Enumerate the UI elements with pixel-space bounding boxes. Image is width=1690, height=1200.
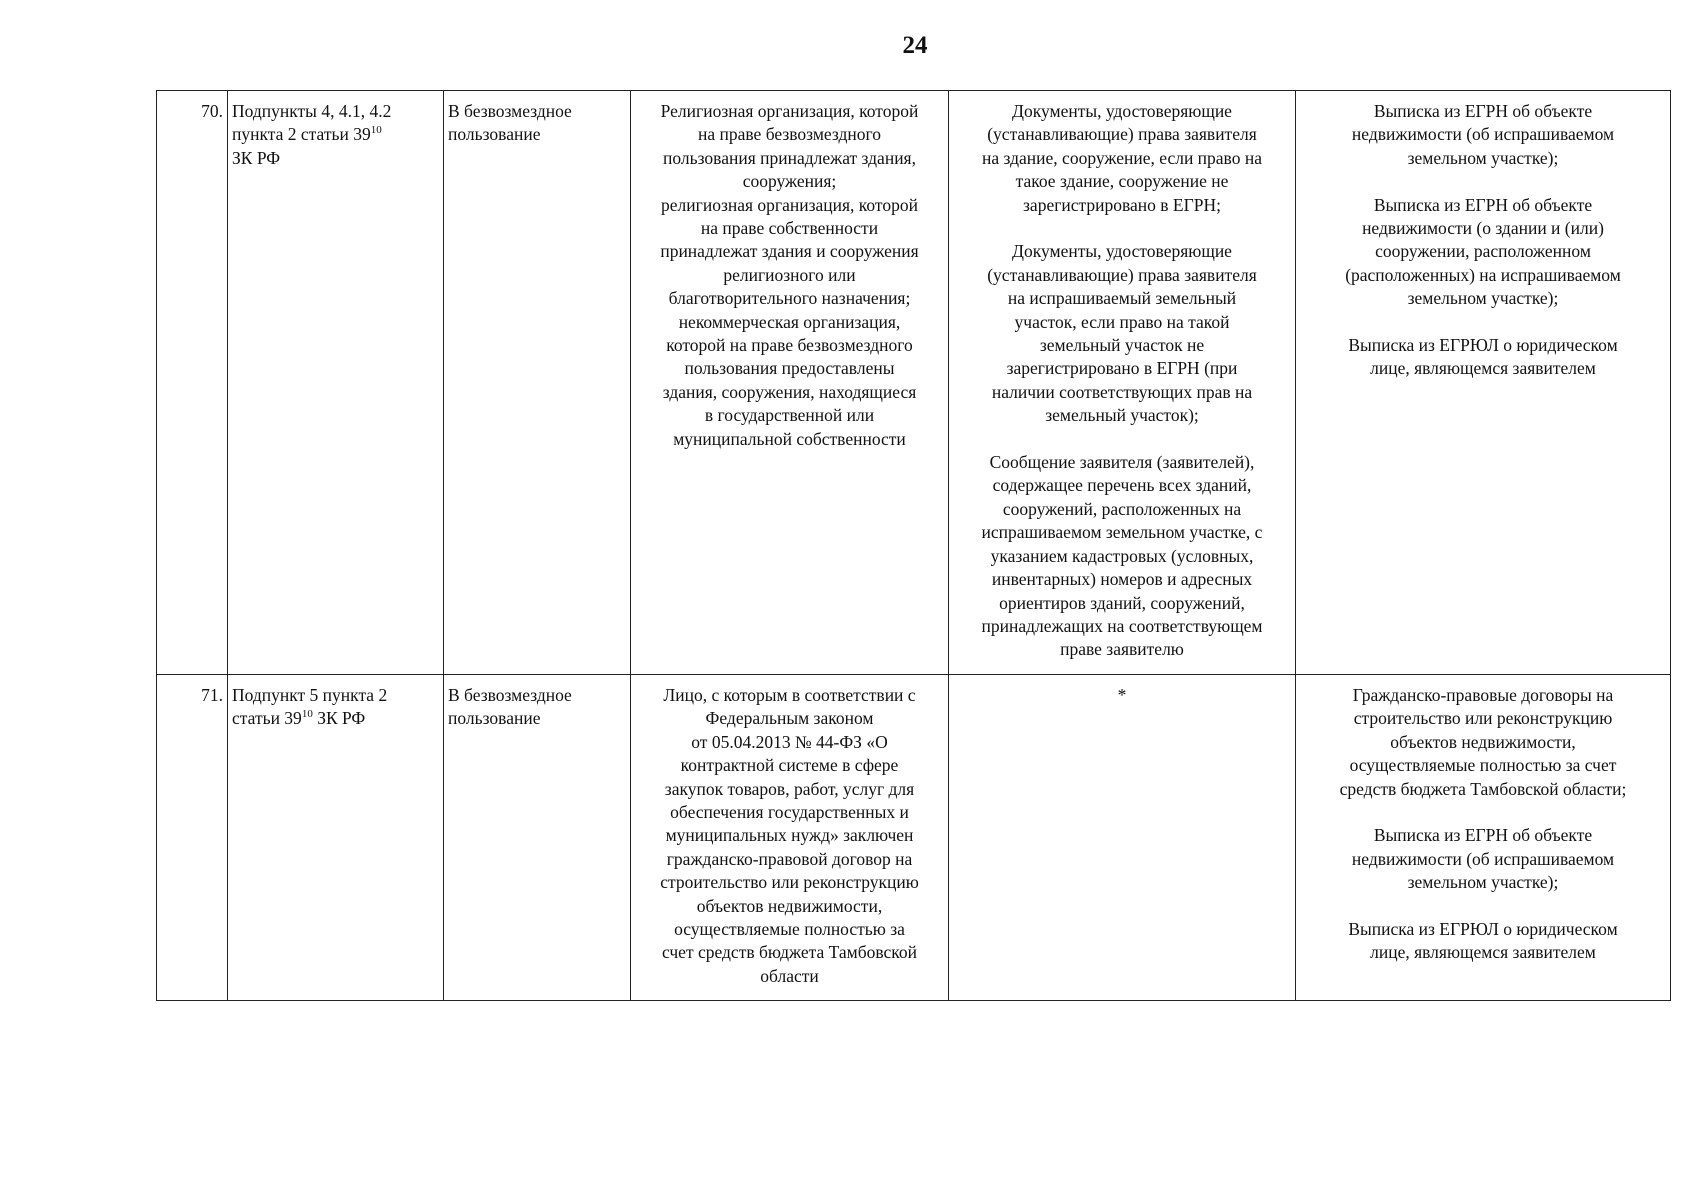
document-paragraph [1300,824,1666,894]
table-row [157,91,1671,675]
text-line: Выписка из ЕГРЮЛ о юридическом [1348,335,1618,356]
text-line: (устанавливающие) права заявителя [987,124,1257,145]
legal-basis-text: пункта 2 статьи 39 [232,124,371,145]
text-line: религиозная организация, которой [661,194,918,215]
article-superscript: 10 [301,708,313,721]
text-line: сооружений, расположенных на [1002,498,1242,519]
text-line: строительство или реконструкцию [1353,708,1613,729]
text-line: обеспечения государственных и [670,802,909,823]
document-paragraph [1300,918,1666,965]
text-line: осуществляемые полностью за счет [1349,755,1617,776]
text-line: пользования предоставлены [684,358,895,379]
legal-basis-line: Подпункты 4, 4.1, 4.2 [232,101,392,121]
text-line: Выписка из ЕГРН об объекте [1373,101,1593,121]
text-line: зарегистрировано в ЕГРН (при [1006,358,1238,379]
row-number: 71. [157,675,228,1001]
text-line: принадлежащих на соответствующем [981,615,1263,636]
legal-basis-line: Подпункт 5 пункта 2 [232,685,388,705]
article-superscript: 10 [370,124,382,137]
text-line: на испрашиваемый земельный [1007,288,1237,309]
text-line: праве заявителю [1060,639,1184,660]
text-line: содержащее перечень всех зданий, [992,475,1252,496]
text-line: Федеральным законом [705,708,874,729]
document-paragraph [1300,100,1666,170]
document-paragraph [953,684,1291,707]
text-line: здания, сооружения, находящиеся [662,381,917,402]
document-paragraph [953,451,1291,662]
document-paragraph [953,100,1291,217]
applicant-description [631,91,949,675]
text-line: сооружении, расположенном [1375,241,1591,262]
text-line: * [1117,685,1127,705]
text-line: сооружения; [742,171,837,192]
applicant-documents [949,675,1296,1001]
document-paragraph [1300,684,1666,801]
text-line: ориентиров зданий, сооружений, [999,592,1245,613]
text-line: лице, являющемся заявителем [1370,942,1596,963]
text-line: Лицо, с которым в соответствии с [663,685,916,705]
paragraph-gap [1300,801,1666,824]
text-line: такое здание, сооружение не [1015,171,1229,192]
paragraph-gap [1300,311,1666,334]
text-line: земельный участок не [1039,335,1205,356]
text-line: на здание, сооружение, если право на [982,147,1262,168]
text-line: на праве безвозмездного [698,124,881,145]
text-line: от 05.04.2013 № 44-ФЗ «О [691,731,888,752]
text-line: (расположенных) на испрашиваемом [1345,264,1621,285]
legal-basis [228,675,444,1001]
requested-documents [1296,91,1671,675]
provision-type-line: В безвозмездное [448,685,572,705]
text-line: которой на праве безвозмездного [666,335,913,356]
text-line: муниципальной собственности [673,428,906,449]
paragraph-gap [1300,895,1666,918]
text-line: участок, если право на такой [1014,311,1230,332]
provision-type-line: пользование [448,708,541,729]
text-line: осуществляемые полностью за [674,919,905,940]
paragraph-gap [953,217,1291,240]
text-line: строительство или реконструкцию [660,872,919,893]
text-line: Выписка из ЕГРН об объекте [1373,194,1593,215]
text-line: недвижимости (об испрашиваемом [1351,124,1615,145]
text-line: благотворительного назначения; [668,288,911,309]
text-line: Гражданско-правовые договоры на [1352,685,1614,705]
text-line: принадлежат здания и сооружения [660,241,919,262]
text-line: Документы, удостоверяющие [1012,101,1232,121]
row-number: 70. [157,91,228,675]
text-line: контрактной системе в сфере [680,755,899,776]
text-line: на праве собственности [700,218,879,239]
text-line: области [760,965,819,986]
text-line: объектов недвижимости, [696,895,883,916]
table-row [157,675,1671,1001]
text-line: некоммерческая организация, [678,311,901,332]
legal-basis-line [232,707,439,730]
text-line: земельном участке); [1407,288,1559,309]
legal-basis-text: статьи 39 [232,708,302,729]
text-line: земельный участок); [1045,405,1199,426]
text-line: Документы, удостоверяющие [1012,241,1232,262]
text-line: инвентарных) номеров и адресных [991,569,1253,590]
text-line: Выписка из ЕГРЮЛ о юридическом [1348,919,1618,940]
text-line: объектов недвижимости, [1390,731,1576,752]
provision-type-line: В безвозмездное [448,101,572,121]
text-line: лице, являющемся заявителем [1370,358,1596,379]
document-paragraph [1300,334,1666,381]
legal-basis [228,91,444,675]
documents-table [156,90,1671,1001]
legal-basis-line [232,123,439,146]
text-line: указанием кадастровых (условных, [990,545,1254,566]
applicant-documents [949,91,1296,675]
legal-basis-text: ЗК РФ [312,708,366,729]
text-line: муниципальных нужд» заключен [665,825,914,846]
text-line: земельном участке); [1407,147,1559,168]
text-line: Выписка из ЕГРН об объекте [1373,825,1593,846]
text-line: (устанавливающие) права заявителя [987,264,1257,285]
text-line: гражданско-правовой договор на [666,848,913,869]
text-line: недвижимости (об испрашиваемом [1351,848,1615,869]
text-line: наличии соответствующих прав на [991,381,1253,402]
paragraph-gap [1300,170,1666,193]
text-line: зарегистрировано в ЕГРН; [1023,194,1221,215]
text-line: Религиозная организация, которой [660,101,919,121]
provision-type [444,91,631,675]
text-line: религиозного или [723,264,856,285]
text-line: счет средств бюджета Тамбовской [661,942,918,963]
text-line: средств бюджета Тамбовской области; [1339,778,1627,799]
requested-documents [1296,675,1671,1001]
paragraph-gap [953,428,1291,451]
text-line: Сообщение заявителя (заявителей), [989,452,1255,473]
provision-type-line: пользование [448,124,541,145]
text-line: испрашиваемом земельном участке, с [981,522,1263,543]
applicant-description [631,675,949,1001]
document-paragraph [1300,194,1666,311]
provision-type [444,675,631,1001]
text-line: недвижимости (о здании и (или) [1362,218,1604,239]
table-body [157,91,1671,1001]
legal-basis-line: ЗК РФ [232,147,281,168]
document-paragraph [953,240,1291,427]
text-line: в государственной или [704,405,875,426]
text-line: пользования принадлежат здания, [663,147,916,168]
page-number: 24 [902,32,928,59]
text-line: закупок товаров, работ, услуг для [664,778,915,799]
text-line: земельном участке); [1407,872,1559,893]
